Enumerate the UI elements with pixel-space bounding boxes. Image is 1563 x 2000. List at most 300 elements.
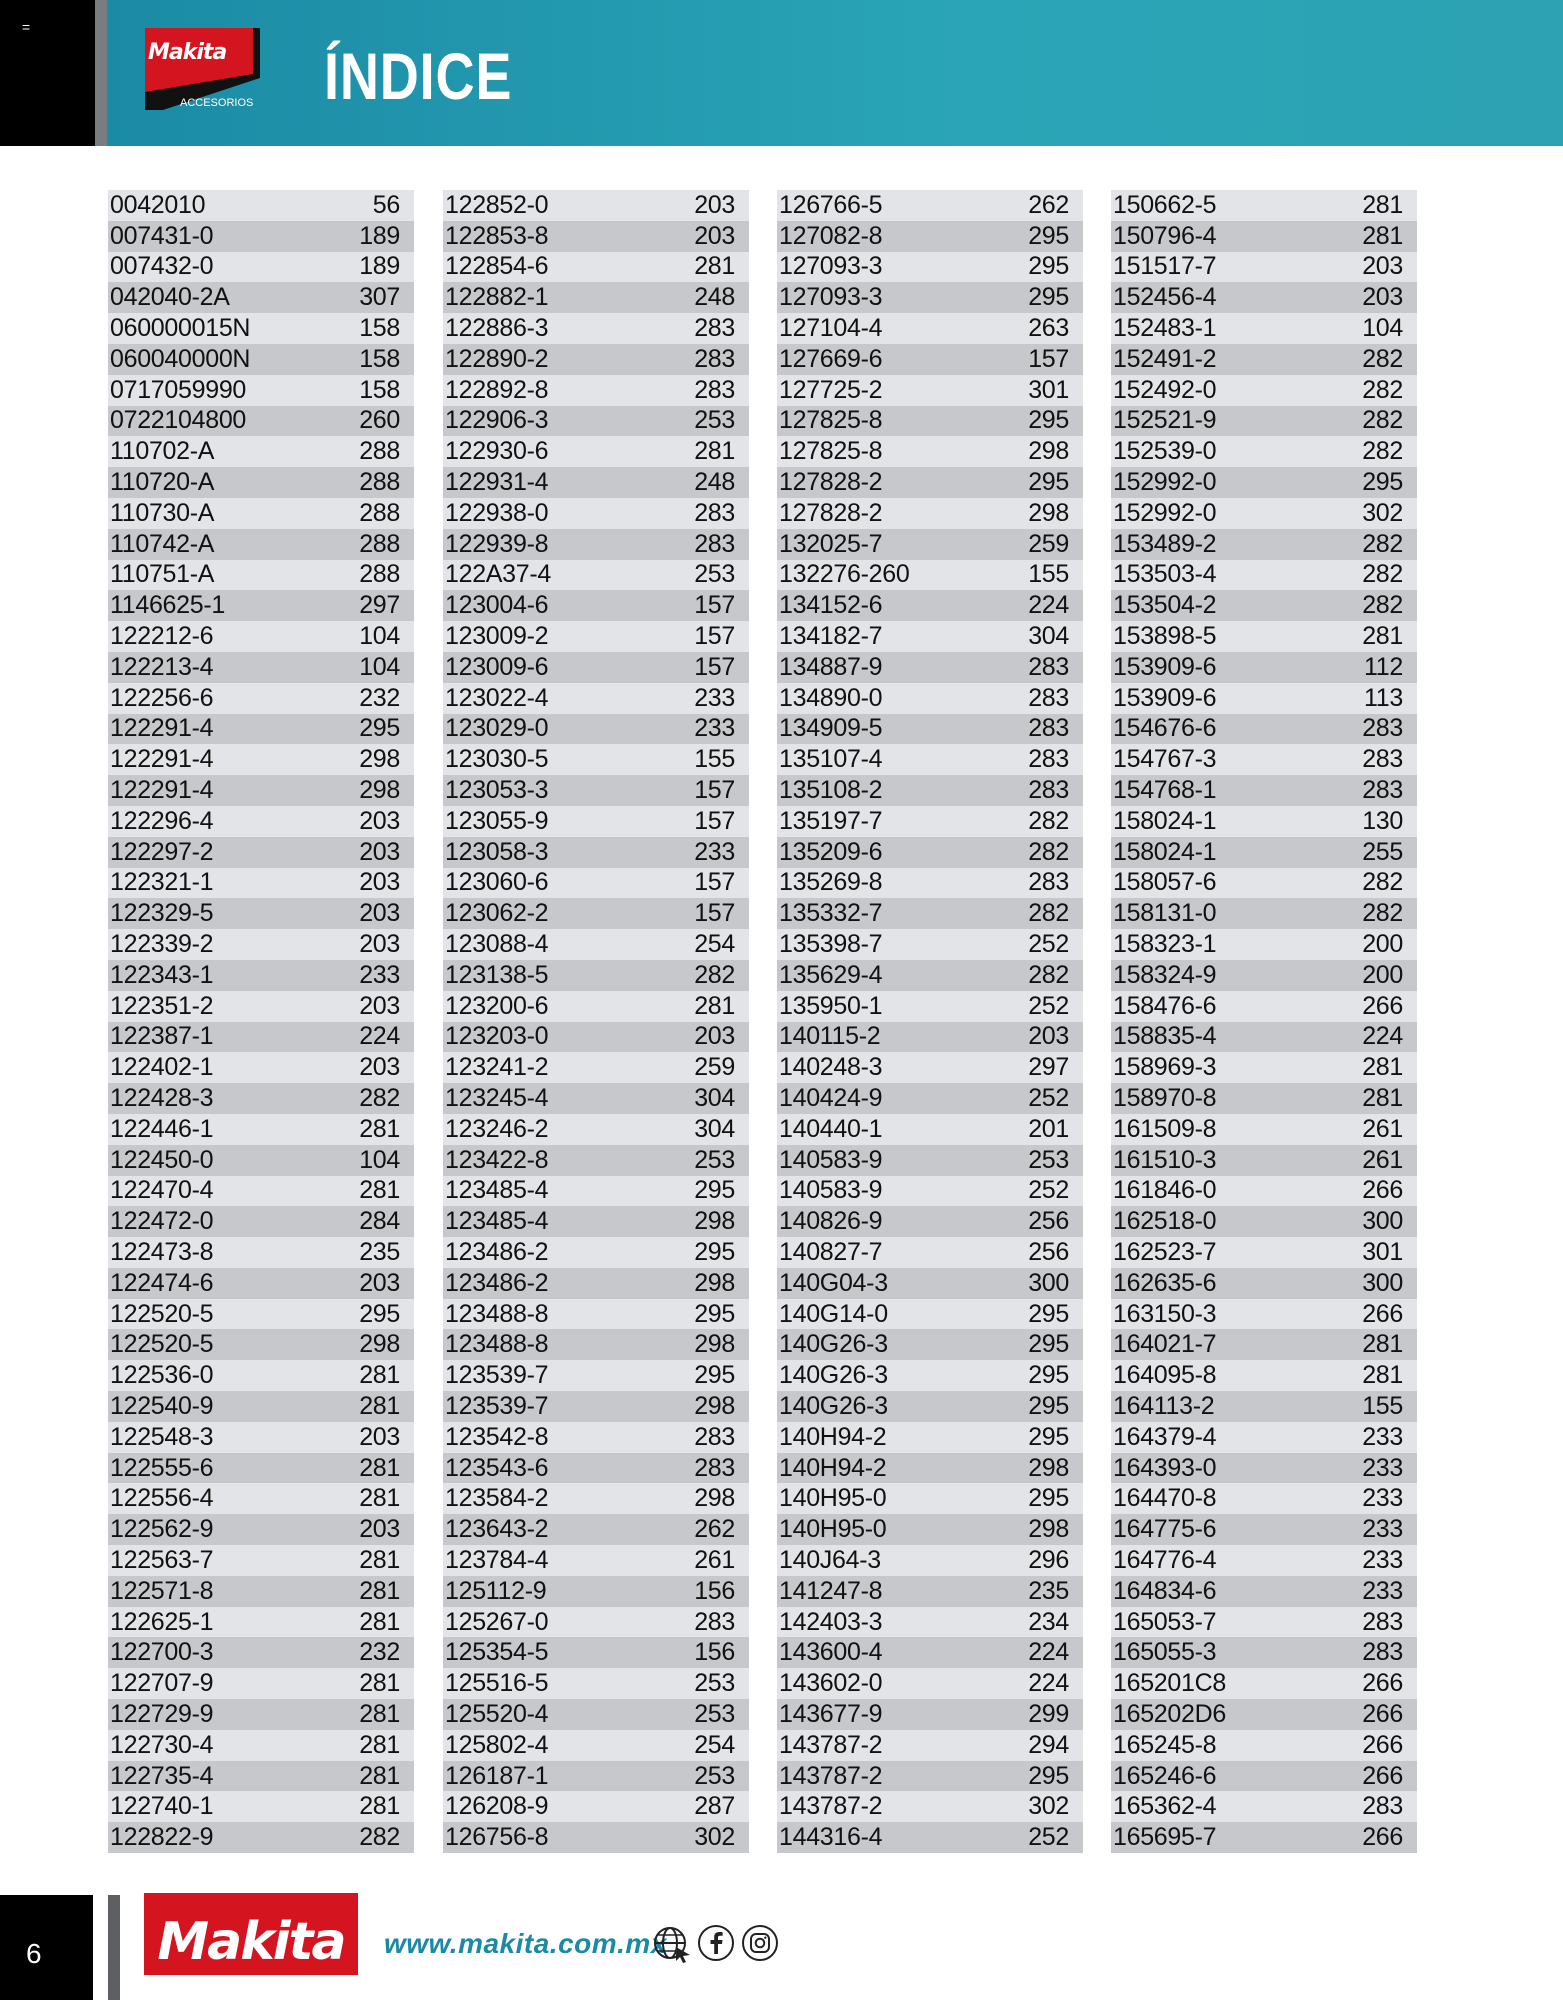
part-number: 134152-6 bbox=[779, 591, 883, 620]
part-number: 127828-2 bbox=[779, 468, 883, 497]
index-row bbox=[777, 1668, 1083, 1699]
page-reference: 283 bbox=[694, 375, 735, 404]
part-number: 162518-0 bbox=[1113, 1207, 1217, 1236]
page-reference: 112 bbox=[1364, 652, 1403, 681]
index-row bbox=[443, 1237, 749, 1268]
index-row bbox=[108, 744, 414, 775]
page-reference: 283 bbox=[694, 1422, 735, 1451]
index-row bbox=[443, 652, 749, 683]
index-row bbox=[443, 313, 749, 344]
part-number: 007431-0 bbox=[110, 221, 214, 250]
page-reference: 298 bbox=[1028, 437, 1069, 466]
index-row bbox=[108, 190, 414, 221]
part-number: 122450-0 bbox=[110, 1145, 214, 1174]
page-reference: 266 bbox=[1362, 1730, 1403, 1759]
instagram-icon[interactable] bbox=[740, 1923, 780, 1963]
part-number: 143787-2 bbox=[779, 1730, 883, 1759]
page-header bbox=[0, 0, 1563, 146]
part-number: 125354-5 bbox=[445, 1638, 549, 1667]
index-row bbox=[777, 1761, 1083, 1792]
index-row bbox=[443, 1052, 749, 1083]
page-reference: 295 bbox=[1028, 1299, 1069, 1328]
page-reference: 281 bbox=[359, 1484, 400, 1513]
part-number: 122563-7 bbox=[110, 1545, 214, 1574]
index-row bbox=[108, 1206, 414, 1237]
part-number: 142403-3 bbox=[779, 1607, 883, 1636]
part-number: 123058-3 bbox=[445, 837, 549, 866]
index-row bbox=[777, 1791, 1083, 1822]
index-row bbox=[1111, 714, 1417, 745]
index-row bbox=[1111, 1299, 1417, 1330]
index-row bbox=[108, 1730, 414, 1761]
index-row bbox=[1111, 436, 1417, 467]
part-number: 153909-6 bbox=[1113, 652, 1217, 681]
page-reference: 281 bbox=[359, 1176, 400, 1205]
page-reference: 298 bbox=[1028, 1515, 1069, 1544]
part-number: 152539-0 bbox=[1113, 437, 1217, 466]
index-row bbox=[443, 1514, 749, 1545]
page-reference: 281 bbox=[1362, 1330, 1403, 1359]
part-number: 140J64-3 bbox=[779, 1545, 881, 1574]
part-number: 144316-4 bbox=[779, 1823, 883, 1852]
page-reference: 294 bbox=[1028, 1730, 1069, 1759]
part-number: 125267-0 bbox=[445, 1607, 549, 1636]
page-reference: 253 bbox=[694, 1699, 735, 1728]
page-reference: 259 bbox=[1028, 529, 1069, 558]
index-row bbox=[108, 221, 414, 252]
index-row bbox=[443, 436, 749, 467]
part-number: 135332-7 bbox=[779, 899, 883, 928]
part-number: 140827-7 bbox=[779, 1237, 883, 1266]
page-reference: 282 bbox=[1362, 437, 1403, 466]
index-row bbox=[1111, 898, 1417, 929]
part-number: 165053-7 bbox=[1113, 1607, 1217, 1636]
page-reference: 282 bbox=[1362, 529, 1403, 558]
index-row bbox=[108, 1699, 414, 1730]
index-row bbox=[777, 252, 1083, 283]
page-reference: 283 bbox=[1028, 776, 1069, 805]
page-reference: 281 bbox=[359, 1576, 400, 1605]
page-reference: 281 bbox=[1362, 1361, 1403, 1390]
index-row bbox=[108, 1237, 414, 1268]
page-reference: 300 bbox=[1028, 1268, 1069, 1297]
page-reference: 203 bbox=[359, 1268, 400, 1297]
index-row bbox=[443, 375, 749, 406]
part-number: 122853-8 bbox=[445, 221, 549, 250]
index-row bbox=[108, 1761, 414, 1792]
page-reference: 295 bbox=[359, 714, 400, 743]
index-row bbox=[108, 467, 414, 498]
part-number: 153489-2 bbox=[1113, 529, 1217, 558]
part-number: 122256-6 bbox=[110, 683, 214, 712]
page-reference: 266 bbox=[1362, 1699, 1403, 1728]
index-row bbox=[108, 1453, 414, 1484]
part-number: 123203-0 bbox=[445, 1022, 549, 1051]
page-reference: 233 bbox=[1362, 1484, 1403, 1513]
footer-gray-stripe bbox=[108, 1895, 120, 2000]
page-reference: 157 bbox=[694, 622, 735, 651]
index-row bbox=[443, 1699, 749, 1730]
index-row bbox=[443, 1391, 749, 1422]
index-row bbox=[108, 375, 414, 406]
part-number: 122548-3 bbox=[110, 1422, 214, 1451]
part-number: 122472-0 bbox=[110, 1207, 214, 1236]
index-row bbox=[777, 1176, 1083, 1207]
page-reference: 282 bbox=[1362, 591, 1403, 620]
index-row bbox=[777, 221, 1083, 252]
page-reference: 224 bbox=[1028, 1638, 1069, 1667]
part-number: 123485-4 bbox=[445, 1176, 549, 1205]
part-number: 122556-4 bbox=[110, 1484, 214, 1513]
part-number: 126756-8 bbox=[445, 1823, 549, 1852]
index-row bbox=[1111, 1268, 1417, 1299]
page-reference: 282 bbox=[1028, 899, 1069, 928]
index-row bbox=[777, 1391, 1083, 1422]
index-row bbox=[443, 621, 749, 652]
index-row bbox=[108, 590, 414, 621]
part-number: 164834-6 bbox=[1113, 1576, 1217, 1605]
part-number: 158323-1 bbox=[1113, 930, 1217, 959]
part-number: 158969-3 bbox=[1113, 1053, 1217, 1082]
index-row bbox=[777, 1576, 1083, 1607]
part-number: 122470-4 bbox=[110, 1176, 214, 1205]
index-row bbox=[108, 1391, 414, 1422]
page-reference: 248 bbox=[694, 283, 735, 312]
part-number: 158476-6 bbox=[1113, 991, 1217, 1020]
index-row bbox=[777, 1237, 1083, 1268]
part-number: 152491-2 bbox=[1113, 344, 1217, 373]
page-reference: 157 bbox=[1028, 344, 1069, 373]
index-row bbox=[777, 498, 1083, 529]
part-number: 122852-0 bbox=[445, 190, 549, 219]
index-row bbox=[1111, 652, 1417, 683]
index-row bbox=[108, 1576, 414, 1607]
index-row bbox=[108, 1114, 414, 1145]
index-row bbox=[1111, 1576, 1417, 1607]
index-row bbox=[1111, 467, 1417, 498]
page-reference: 297 bbox=[1028, 1053, 1069, 1082]
index-row bbox=[777, 898, 1083, 929]
logo-subtitle: ACCESORIOS bbox=[180, 97, 254, 109]
index-row bbox=[108, 775, 414, 806]
part-number: 161846-0 bbox=[1113, 1176, 1217, 1205]
page-reference: 281 bbox=[359, 1391, 400, 1420]
part-number: 127082-8 bbox=[779, 221, 883, 250]
page-reference: 248 bbox=[694, 468, 735, 497]
index-row bbox=[443, 1114, 749, 1145]
globe-icon[interactable] bbox=[652, 1923, 692, 1963]
index-column-1 bbox=[108, 190, 414, 1853]
part-number: 126187-1 bbox=[445, 1761, 549, 1790]
page-reference: 283 bbox=[694, 529, 735, 558]
index-row bbox=[777, 1329, 1083, 1360]
page-reference: 259 bbox=[694, 1053, 735, 1082]
makita-logo-text: Makita bbox=[157, 1912, 345, 1972]
page-reference: 282 bbox=[359, 1084, 400, 1112]
part-number: 154676-6 bbox=[1113, 714, 1217, 743]
part-number: 127104-4 bbox=[779, 314, 883, 343]
index-row bbox=[443, 806, 749, 837]
website-link[interactable]: www.makita.com.mx bbox=[384, 1928, 667, 1959]
index-row bbox=[777, 1299, 1083, 1330]
page-reference: 298 bbox=[1028, 1453, 1069, 1482]
page-reference: 295 bbox=[694, 1237, 735, 1266]
index-row bbox=[777, 621, 1083, 652]
page-reference: 200 bbox=[1362, 930, 1403, 959]
index-row bbox=[1111, 1391, 1417, 1422]
part-number: 154767-3 bbox=[1113, 745, 1217, 774]
index-row bbox=[1111, 406, 1417, 437]
part-number: 158324-9 bbox=[1113, 960, 1217, 989]
part-number: 140115-2 bbox=[779, 1022, 881, 1051]
index-row bbox=[777, 313, 1083, 344]
page-reference: 233 bbox=[1362, 1576, 1403, 1605]
index-row bbox=[108, 898, 414, 929]
page-reference: 282 bbox=[1028, 806, 1069, 835]
page-reference: 261 bbox=[694, 1545, 735, 1574]
part-number: 135950-1 bbox=[779, 991, 883, 1020]
part-number: 123088-4 bbox=[445, 930, 549, 959]
page-reference: 283 bbox=[1362, 1607, 1403, 1636]
page-reference: 203 bbox=[1028, 1022, 1069, 1051]
part-number: 123062-2 bbox=[445, 899, 549, 928]
page-reference: 255 bbox=[1362, 837, 1403, 866]
page-reference: 253 bbox=[694, 406, 735, 435]
part-number: 122540-9 bbox=[110, 1391, 214, 1420]
index-row bbox=[777, 1607, 1083, 1638]
page-reference: 203 bbox=[359, 1422, 400, 1451]
index-row bbox=[443, 221, 749, 252]
page-reference: 104 bbox=[359, 622, 400, 651]
page-reference: 304 bbox=[694, 1114, 735, 1143]
index-row bbox=[1111, 960, 1417, 991]
part-number: 165245-8 bbox=[1113, 1730, 1217, 1759]
index-column-3 bbox=[777, 190, 1083, 1853]
part-number: 143787-2 bbox=[779, 1761, 883, 1790]
menu-icon[interactable]: = bbox=[22, 19, 31, 35]
page-reference: 256 bbox=[1028, 1237, 1069, 1266]
index-row bbox=[108, 683, 414, 714]
part-number: 143600-4 bbox=[779, 1638, 883, 1667]
page-reference: 266 bbox=[1362, 1669, 1403, 1698]
index-row bbox=[443, 1730, 749, 1761]
index-row bbox=[1111, 1668, 1417, 1699]
page-reference: 288 bbox=[359, 560, 400, 589]
part-number: 122571-8 bbox=[110, 1576, 214, 1605]
index-row bbox=[1111, 1114, 1417, 1145]
page-reference: 282 bbox=[1362, 375, 1403, 404]
facebook-icon[interactable] bbox=[696, 1923, 736, 1963]
part-number: 152456-4 bbox=[1113, 283, 1217, 312]
page-reference: 281 bbox=[359, 1699, 400, 1728]
page-reference: 113 bbox=[1364, 683, 1403, 712]
index-row bbox=[443, 1483, 749, 1514]
part-number: 122555-6 bbox=[110, 1453, 214, 1482]
page-reference: 287 bbox=[694, 1792, 735, 1821]
page-reference: 155 bbox=[1028, 560, 1069, 589]
page-reference: 295 bbox=[1028, 221, 1069, 250]
page-reference: 295 bbox=[1362, 468, 1403, 497]
page-reference: 283 bbox=[1362, 714, 1403, 743]
index-row bbox=[443, 1360, 749, 1391]
page-title: ÍNDICE bbox=[324, 39, 513, 113]
part-number: 135107-4 bbox=[779, 745, 883, 774]
part-number: 123241-2 bbox=[445, 1053, 549, 1082]
header-black-block bbox=[0, 0, 95, 146]
index-row bbox=[108, 714, 414, 745]
index-row bbox=[108, 406, 414, 437]
index-row bbox=[443, 282, 749, 313]
index-row bbox=[443, 560, 749, 591]
index-row bbox=[443, 344, 749, 375]
index-row bbox=[777, 406, 1083, 437]
page-reference: 203 bbox=[359, 1515, 400, 1544]
part-number: 123022-4 bbox=[445, 683, 549, 712]
page-reference: 295 bbox=[1028, 1761, 1069, 1790]
part-number: 134909-5 bbox=[779, 714, 883, 743]
part-number: 135108-2 bbox=[779, 776, 883, 805]
index-row bbox=[108, 806, 414, 837]
part-number: 123060-6 bbox=[445, 868, 549, 897]
index-row bbox=[1111, 282, 1417, 313]
page-reference: 233 bbox=[1362, 1545, 1403, 1574]
page-reference: 282 bbox=[359, 1823, 400, 1852]
index-row bbox=[108, 929, 414, 960]
index-row bbox=[777, 282, 1083, 313]
page-reference: 203 bbox=[694, 221, 735, 250]
part-number: 122700-3 bbox=[110, 1638, 214, 1667]
page-reference: 155 bbox=[1362, 1391, 1403, 1420]
page-reference: 281 bbox=[1362, 190, 1403, 219]
index-row bbox=[777, 1206, 1083, 1237]
index-row bbox=[777, 714, 1083, 745]
part-number: 164775-6 bbox=[1113, 1515, 1217, 1544]
part-number: 123539-7 bbox=[445, 1361, 549, 1390]
index-row bbox=[1111, 529, 1417, 560]
index-row bbox=[108, 1268, 414, 1299]
part-number: 0717059990 bbox=[110, 375, 247, 404]
page-reference: 203 bbox=[359, 806, 400, 835]
index-row bbox=[108, 1607, 414, 1638]
index-row bbox=[443, 1083, 749, 1114]
index-row bbox=[777, 590, 1083, 621]
part-number: 122291-4 bbox=[110, 776, 214, 805]
part-number: 140826-9 bbox=[779, 1207, 883, 1236]
part-number: 164113-2 bbox=[1113, 1391, 1215, 1420]
part-number: 140583-9 bbox=[779, 1176, 883, 1205]
part-number: 122886-3 bbox=[445, 314, 549, 343]
index-row bbox=[108, 1637, 414, 1668]
part-number: 158970-8 bbox=[1113, 1084, 1217, 1112]
part-number: 122930-6 bbox=[445, 437, 549, 466]
page-reference: 288 bbox=[359, 437, 400, 466]
index-row bbox=[777, 1145, 1083, 1176]
page-reference: 157 bbox=[694, 806, 735, 835]
index-column-4 bbox=[1111, 190, 1417, 1853]
part-number: 122892-8 bbox=[445, 375, 549, 404]
page-reference: 157 bbox=[694, 591, 735, 620]
index-row bbox=[777, 344, 1083, 375]
part-number: 123009-2 bbox=[445, 622, 549, 651]
index-row bbox=[777, 1514, 1083, 1545]
index-row bbox=[108, 1668, 414, 1699]
index-row bbox=[777, 868, 1083, 899]
page-reference: 282 bbox=[1362, 868, 1403, 897]
part-number: 122520-5 bbox=[110, 1330, 214, 1359]
index-row bbox=[443, 1176, 749, 1207]
page-reference: 299 bbox=[1028, 1699, 1069, 1728]
part-number: 165246-6 bbox=[1113, 1761, 1217, 1790]
page-reference: 282 bbox=[1028, 960, 1069, 989]
part-number: 158131-0 bbox=[1113, 899, 1217, 928]
index-row bbox=[1111, 868, 1417, 899]
page-reference: 283 bbox=[1028, 868, 1069, 897]
page-reference: 261 bbox=[1362, 1114, 1403, 1143]
index-row bbox=[443, 1761, 749, 1792]
page-reference: 56 bbox=[372, 190, 400, 219]
page-reference: 203 bbox=[694, 1022, 735, 1051]
part-number: 164776-4 bbox=[1113, 1545, 1217, 1574]
part-number: 153898-5 bbox=[1113, 622, 1217, 651]
part-number: 127093-3 bbox=[779, 252, 883, 281]
page-reference: 288 bbox=[359, 498, 400, 527]
index-row bbox=[1111, 1145, 1417, 1176]
index-row bbox=[108, 1176, 414, 1207]
part-number: 122854-6 bbox=[445, 252, 549, 281]
index-row bbox=[777, 190, 1083, 221]
page-reference: 261 bbox=[1362, 1145, 1403, 1174]
page-reference: 262 bbox=[694, 1515, 735, 1544]
page-reference: 235 bbox=[1028, 1576, 1069, 1605]
page-reference: 298 bbox=[694, 1330, 735, 1359]
part-number: 122446-1 bbox=[110, 1114, 214, 1143]
page-reference: 266 bbox=[1362, 1176, 1403, 1205]
page-reference: 235 bbox=[359, 1237, 400, 1266]
part-number: 143602-0 bbox=[779, 1669, 883, 1698]
page-reference: 281 bbox=[359, 1607, 400, 1636]
part-number: 060000015N bbox=[110, 314, 251, 343]
page-reference: 281 bbox=[359, 1114, 400, 1143]
part-number: 158024-1 bbox=[1113, 806, 1217, 835]
part-number: 125520-4 bbox=[445, 1699, 549, 1728]
part-number: 0042010 bbox=[110, 190, 206, 219]
part-number: 123784-4 bbox=[445, 1545, 549, 1574]
page-reference: 295 bbox=[1028, 283, 1069, 312]
page-reference: 224 bbox=[1362, 1022, 1403, 1051]
part-number: 140G26-3 bbox=[779, 1330, 888, 1359]
index-row bbox=[443, 898, 749, 929]
page-reference: 282 bbox=[1362, 560, 1403, 589]
index-row bbox=[777, 1114, 1083, 1145]
page-reference: 203 bbox=[359, 899, 400, 928]
page-reference: 233 bbox=[1362, 1422, 1403, 1451]
index-row bbox=[1111, 744, 1417, 775]
index-row bbox=[108, 621, 414, 652]
part-number: 150662-5 bbox=[1113, 190, 1217, 219]
makita-logo bbox=[144, 1893, 358, 1975]
page-reference: 283 bbox=[694, 1607, 735, 1636]
part-number: 140G04-3 bbox=[779, 1268, 888, 1297]
index-row bbox=[1111, 1206, 1417, 1237]
page-reference: 203 bbox=[359, 837, 400, 866]
part-number: 123539-7 bbox=[445, 1391, 549, 1420]
index-row bbox=[443, 1791, 749, 1822]
index-row bbox=[777, 1822, 1083, 1853]
index-row bbox=[1111, 344, 1417, 375]
page-reference: 295 bbox=[694, 1361, 735, 1390]
page-reference: 283 bbox=[1028, 652, 1069, 681]
index-row bbox=[108, 652, 414, 683]
